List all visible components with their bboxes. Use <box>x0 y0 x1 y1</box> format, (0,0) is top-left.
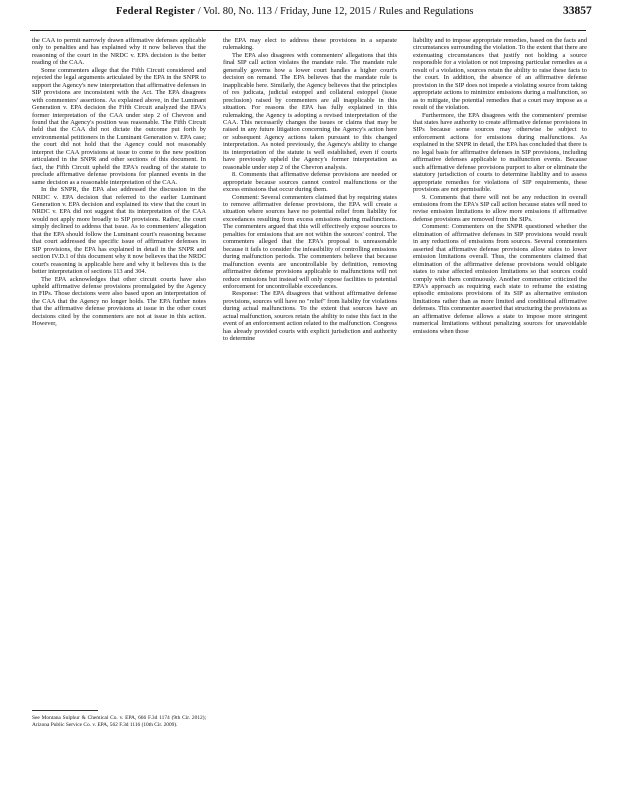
body-paragraph: Response: The EPA disagrees that without affirmative defense provisions, sources will have no "relief" from liability for violations during actual malfunctions. To the extent that sources have an actual malfunction, sources retain the ability to raise this fact in the event of an enforcement action related to the malfunction. Congress has already provided courts with explicit jurisdiction and authority to determine <box>223 290 397 343</box>
body-paragraph: 9. Comments that there will not be any reduction in overall emissions from the EPA's SIP call action because states will need to revise emission limitations to allow more emissions if affirmative defense provisions are removed from the SIPs. <box>413 193 587 223</box>
issue-date: Friday, June 12, 2015 <box>280 6 371 17</box>
body-paragraph: Comment: Commenters on the SNPR questioned whether the elimination of affirmative defenses in SIP provisions would result in any reductions of emissions from sources. Several commenters asserted that affirmative defense provisions allow states to lower emission limitations overall. Thus, the commenters claimed that elimination of the affirmative defense provisions would obligate states to raise affected emission limitations so that sources could comply with them continuously. Another commenter criticized the EPA's approach as requiring each state to reframe the existing episodic emissions provisions of its SIP as alternative emission limitations rather than as more limited and conditional affirmative defenses. This commenter asserted that structuring the provisions as an affirmative defense allows a state to impose more stringent numerical limitations without penalizing sources for unavoidable emissions when those <box>413 223 587 335</box>
page-header <box>0 6 618 36</box>
text-column-1 <box>32 37 206 328</box>
running-head <box>116 6 473 17</box>
footnote-rule <box>32 710 98 711</box>
publication-name: Federal Register <box>116 6 196 17</box>
body-paragraph: Some commenters allege that the Fifth Circuit considered and rejected the legal arguments articulated by the EPA in the SNPR to support the Agency's new interpretation that affirmative defenses in SIP provisions are inconsistent with the Act. The EPA disagrees with commenters' assertions. As explained above, in the Luminant Generation v. EPA decision the Fifth Circuit analyzed the EPA's former interpretation of the CAA under step 2 of Chevron and found that the Agency's position was reasonable. The Fifth Circuit held that the CAA did not dictate the outcome put forth by environmental petitioners in the Luminant Generation v. EPA case; the court did not hold that the Agency could not reasonably interpret the CAA provisions at issue to come to the new position articulated in the SNPR and other sections of this document. In fact, the Fifth Circuit upheld the EPA's reading of the statute to preclude affirmative defense provisions for planned events in the same decision as a reasonable interpretation of the CAA. <box>32 66 206 186</box>
body-paragraph: the EPA may elect to address these provisions in a separate rulemaking. <box>223 37 397 52</box>
body-paragraph: the CAA to permit narrowly drawn affirmative defenses applicable only to penalties and has explained why it now believes that the reasoning of the court in the NRDC v. EPA decision is the better reading of the CAA. <box>32 37 206 67</box>
body-paragraph: Furthermore, the EPA disagrees with the commenters' premise that states have authority to create affirmative defense provisions in SIPs because some sources may otherwise be subject to enforcement actions for emissions during malfunctions. As explained in the SNPR in detail, the EPA has concluded that there is no legal basis for affirmative defenses in SIP provisions, including affirmative defenses applicable to malfunction events. Because such affirmative defense provisions purport to alter or eliminate the statutory jurisdiction of courts to determine liability and to assess appropriate remedies for violations of SIP requirements, these provisions are not permissible. <box>413 111 587 194</box>
body-paragraph: Comment: Several commenters claimed that by requiring states to remove affirmative defense provisions, the EPA will create a situation where sources have no potential relief from liability for exceedances resulting from excess emissions during malfunctions. The commenters argued that this will effectively expose sources to penalties for emissions that are not within the sources' control. The commenters alleged that the EPA's proposal is unreasonable because it fails to consider the infeasibility of controlling emissions during malfunction periods. The commenters believe that because malfunction events are uncontrollable by definition, removing affirmative defense provisions applicable to malfunctions will not reduce emissions but instead will only expose facilities to potential enforcement for uncontrollable exceedances. <box>223 193 397 290</box>
header-separator: / <box>271 6 281 17</box>
body-paragraph: The EPA also disagrees with commenters' allegations that this final SIP call action violates the mandate rule. The mandate rule generally governs how a lower court handles a higher court's decision on remand. The EPA believes that the mandate rule is inapplicable here. Similarly, the Agency believes that the principles of res judicata, judicial estoppel and collateral estoppel (issue preclusion) raised by commenters are all inapplicable in this situation. For reasons the EPA has fully explained in this rulemaking, the Agency is adopting a revised interpretation of the CAA. This necessarily changes the issues or claims that may be raised in any future litigation concerning the Agency's action here or subsequent Agency actions taken pursuant to this changed interpretation. As noted previously, the Agency's ability to change its interpretation of the statute is well established, even if courts have previously upheld the Agency's former interpretation as reasonable under step 2 of the Chevron analysis. <box>223 51 397 171</box>
footnote: See Montana Sulphur & Chemical Co. v. EPA, 666 F.3d 1174 (9th Cir. 2012); Arizona Public Service Co. v. EPA, 562 F.3d 1116 (10th Cir. 2009). <box>32 715 206 728</box>
header-rule <box>30 30 586 31</box>
text-column-2 <box>223 37 397 343</box>
body-paragraph: 8. Comments that affirmative defense provisions are needed or appropriate because sources cannot control malfunctions or the excess emissions that occur during them. <box>223 171 397 194</box>
volume-number: Vol. 80, No. 113 <box>203 6 272 17</box>
header-separator: / <box>370 6 379 17</box>
body-paragraph: The EPA acknowledges that other circuit courts have also upheld affirmative defense provisions promulgated by the Agency in FIPs. Those decisions were also based upon an interpretation of the CAA that the Agency no longer holds. The EPA further notes that the affirmative defense provisions at issue in the other court decisions cited by the commenters are not at issue in this action. However, <box>32 275 206 328</box>
body-paragraph: liability and to impose appropriate remedies, based on the facts and circumstances surrounding the violation. To the extent that there are extenuating circumstances that justify not holding a source responsible for a violation or not imposing particular remedies as a result of a violation, sources retain the ability to raise these facts to the court. In addition, the absence of an affirmative defense provision in the SIP does not impede a violating source from taking appropriate actions to minimize emissions during a malfunction, so as to mitigate, the potential remedies that a court may impose as a result of the violation. <box>413 37 587 112</box>
body-paragraph: In the SNPR, the EPA also addressed the discussion in the NRDC v. EPA decision that referred to the earlier Luminant Generation v. EPA decision and explained its view that the court in NRDC v. EPA did not suggest that its interpretation of the CAA would not apply more broadly to SIP provisions. Rather, the court simply declined to address that issue. As to commenters' allegation that the EPA should follow the Luminant court's reasoning because that court addressed the specific issue of affirmative defenses in SIP provisions, the EPA has explained in detail in the SNPR and section IV.D.1 of this document why it now believes that the NRDC court's reasoning is applicable here and why it believes this is the better interpretation of sections 113 and 304. <box>32 186 207 276</box>
header-separator: / <box>195 6 204 17</box>
text-column-3 <box>413 37 587 335</box>
page-number: 33857 <box>563 5 592 17</box>
section-name: Rules and Regulations <box>378 6 474 17</box>
